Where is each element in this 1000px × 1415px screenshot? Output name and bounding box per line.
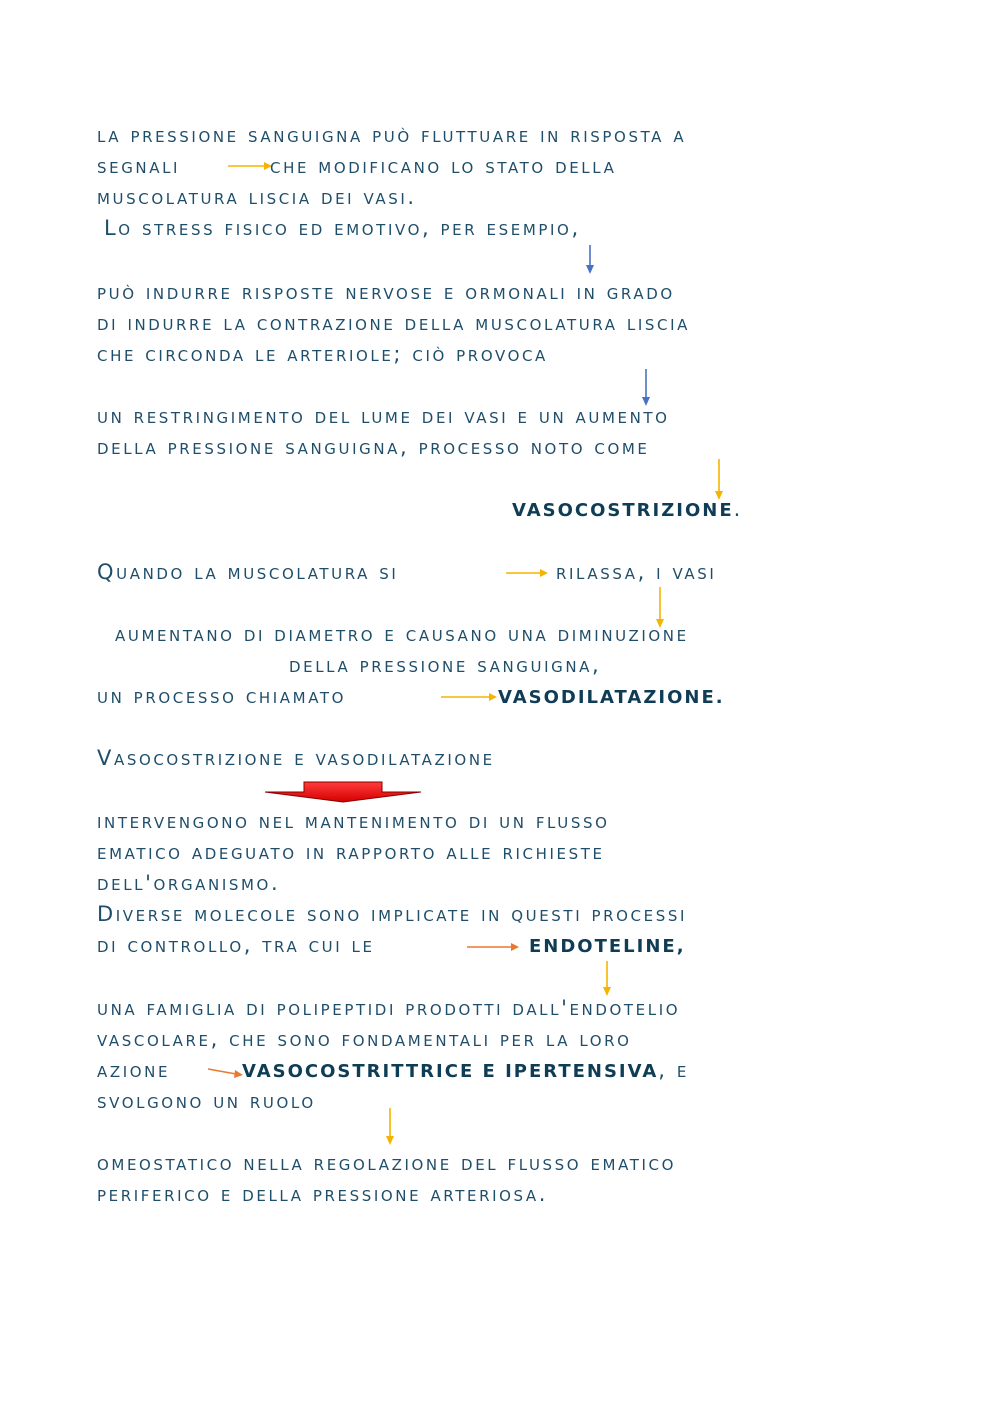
keyword-vasodilatazione: VASODILATAZIONE. [498, 687, 725, 708]
text-line: azione [97, 1058, 171, 1082]
right-arrow-icon [208, 1065, 244, 1079]
text-line: intervengono nel mantenimento di un flusso [97, 809, 610, 833]
text-line: periferico e della pressione arteriosa. [97, 1182, 549, 1206]
text-line: un processo chiamato [97, 684, 347, 708]
text-line: rilassa, i vasi [556, 560, 717, 584]
text-line: che circonda le arteriole; ciò provoca [97, 342, 548, 366]
down-arrow-icon [640, 369, 652, 407]
down-arrow-icon [601, 961, 613, 997]
text-line: la pressione sanguigna può fluttuare in risposta a [97, 123, 687, 147]
text-line: Vasocostrizione e vasodilatazione [97, 746, 495, 770]
text-line: omeostatico nella regolazione del flusso ematico [97, 1151, 677, 1175]
text-line: aumentano di diametro e causano una diminuzione [115, 622, 689, 646]
text-line: dell'organismo. [97, 871, 281, 895]
text-line: una famiglia di polipeptidi prodotti dall'endotelio [97, 996, 681, 1020]
text-line: Lo stress fisico ed emotivo, per esempio, [104, 216, 581, 240]
right-arrow-icon [467, 941, 519, 953]
text-line: un restringimento del lume dei vasi e un aumento [97, 404, 670, 428]
text-line: svolgono un ruolo [97, 1089, 316, 1113]
text-line: Diverse molecole sono implicate in questi processi [97, 902, 687, 926]
down-arrow-icon [584, 245, 596, 275]
text-line: segnali [97, 154, 181, 178]
text-line: che modificano lo stato della [270, 154, 617, 178]
keyword-vasocostrittrice: VASOCOSTRITTRICE E IPERTENSIVA, e [242, 1058, 689, 1082]
text-line: della pressione sanguigna, [289, 653, 602, 677]
text-line: ematico adeguato in rapporto alle richieste [97, 840, 605, 864]
right-arrow-icon [228, 160, 272, 172]
text-line: di indurre la contrazione della muscolatura liscia [97, 311, 690, 335]
right-arrow-icon [506, 567, 548, 579]
keyword-endoteline: ENDOTELINE, [529, 936, 686, 957]
keyword-vasocostrizione: VASOCOSTRIZIONE. [512, 497, 743, 521]
text-line: può indurre risposte nervose e ormonali in grado [97, 280, 675, 304]
text-line: Quando la muscolatura si [97, 560, 399, 584]
text-line: di controllo, tra cui le [97, 933, 375, 957]
red-down-block-arrow-icon [264, 781, 422, 803]
text-line: muscolatura liscia dei vasi. [97, 185, 417, 209]
down-arrow-icon [384, 1108, 396, 1146]
text-line: vascolare, che sono fondamentali per la loro [97, 1027, 632, 1051]
text-line: della pressione sanguigna, processo noto come [97, 435, 650, 459]
down-arrow-icon [713, 459, 725, 501]
right-arrow-icon [441, 691, 497, 703]
